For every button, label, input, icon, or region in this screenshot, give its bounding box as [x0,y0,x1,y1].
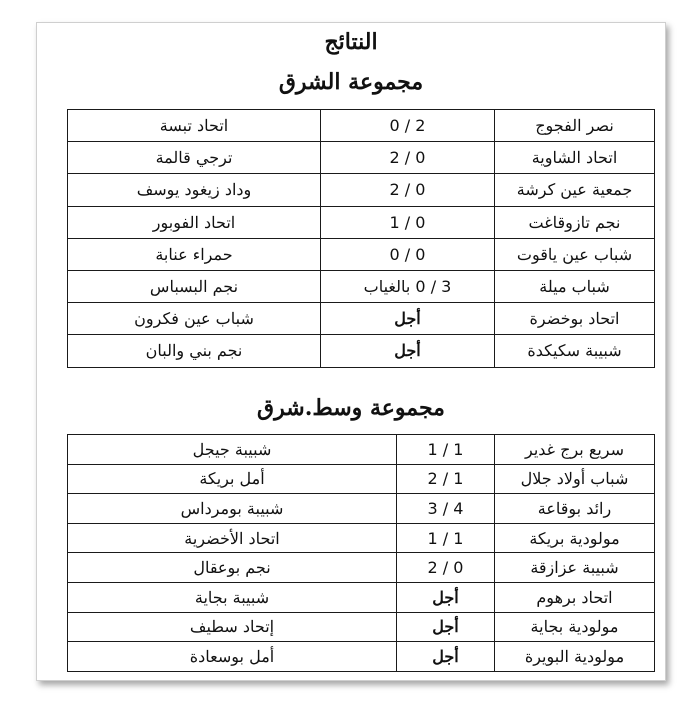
home-team: شباب عين ياقوت [495,238,655,270]
table-row [68,270,655,302]
match-result: 2 / 0 [321,110,495,142]
match-result: 1 / 1 [397,435,495,465]
match-result: 1 / 1 [397,523,495,553]
home-team: اتحاد الشاوية [495,142,655,174]
page-title: النتائج [324,29,378,55]
table-row [68,612,655,642]
match-result: أجل [321,335,495,367]
home-team: نصر الفجوج [495,110,655,142]
away-team: أمل بريكة [68,464,397,494]
away-team: اتحاد الفوبور [68,206,321,238]
table-row [68,464,655,494]
home-team: سريع برج غدير [495,435,655,465]
group-title-center-east: مجموعة وسط.شرق [257,395,445,421]
match-result: 0 / 0 [321,238,495,270]
match-result: أجل [321,303,495,335]
home-team: مولودية بريكة [495,523,655,553]
home-team: شباب ميلة [495,270,655,302]
home-team: مولودية بجاية [495,612,655,642]
group-title-east: مجموعة الشرق [278,69,424,95]
away-team: أمل بوسعادة [68,642,397,672]
away-team: شبيبة بومرداس [68,494,397,524]
away-team: وداد زيغود يوسف [68,174,321,206]
table-row [68,642,655,672]
table-row [68,435,655,465]
results-panel [36,22,666,681]
away-team: إتحاد سطيف [68,612,397,642]
home-team: جمعية عين كرشة [495,174,655,206]
away-team: ترجي قالمة [68,142,321,174]
table-row [68,335,655,367]
match-result: أجل [397,612,495,642]
home-team: رائد بوقاعة [495,494,655,524]
home-team: مولودية البويرة [495,642,655,672]
table-row [68,582,655,612]
match-result: 3 / 0 بالغياب [321,270,495,302]
match-result: 4 / 3 [397,494,495,524]
results-table-east [67,109,655,368]
table-row [68,494,655,524]
home-team: شبيبة عزازقة [495,553,655,583]
match-result: أجل [397,642,495,672]
table-row [68,174,655,206]
table-row [68,523,655,553]
match-result: 1 / 2 [397,464,495,494]
match-result: أجل [397,582,495,612]
home-team: اتحاد برهوم [495,582,655,612]
table-row [68,303,655,335]
match-result: 0 / 2 [321,174,495,206]
away-team: حمراء عنابة [68,238,321,270]
away-team: شبيبة بجاية [68,582,397,612]
away-team: اتحاد الأخضرية [68,523,397,553]
results-table-center-east [67,434,655,672]
table-row [68,142,655,174]
table-row [68,206,655,238]
match-result: 0 / 2 [321,142,495,174]
away-team: نجم بوعقال [68,553,397,583]
away-team: شبيبة جيجل [68,435,397,465]
home-team: نجم تازوقاغت [495,206,655,238]
home-team: اتحاد بوخضرة [495,303,655,335]
home-team: شبيبة سكيكدة [495,335,655,367]
match-result: 0 / 1 [321,206,495,238]
table-row [68,553,655,583]
table-row [68,238,655,270]
away-team: شباب عين فكرون [68,303,321,335]
away-team: اتحاد تبسة [68,110,321,142]
home-team: شباب أولاد جلال [495,464,655,494]
away-team: نجم بني والبان [68,335,321,367]
match-result: 0 / 2 [397,553,495,583]
table-row [68,110,655,142]
away-team: نجم البسباس [68,270,321,302]
